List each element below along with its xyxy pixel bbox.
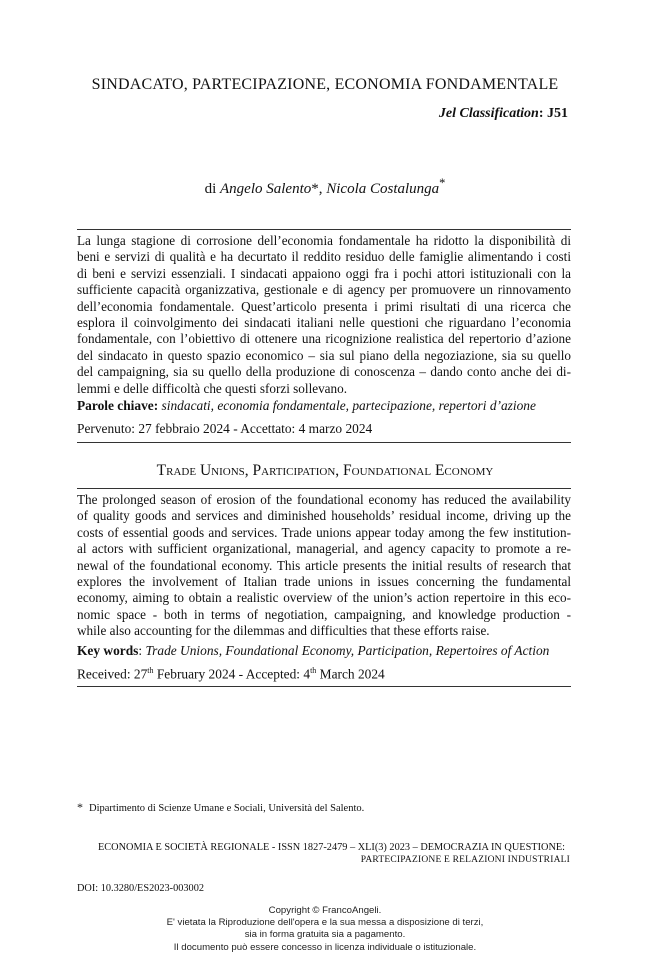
abstract-line: newal of the foundational economy. This article presents the initial results of research that bbox=[77, 557, 571, 573]
article-title-italian: SINDACATO, PARTECIPAZIONE, ECONOMIA FONDAMENTALE bbox=[91, 76, 559, 93]
title-word: rade bbox=[166, 462, 200, 479]
journal-issue-title: PARTECIPAZIONE E RELAZIONI INDUSTRIALI bbox=[360, 855, 570, 865]
abstract-line: while also accounting for the dilemmas and difficulties that these efforts raise. bbox=[77, 623, 490, 639]
keywords-label: Parole chiave: bbox=[77, 398, 159, 413]
abstract-line: nomic space - both in terms of negotiation, campaigning, and knowledge production - bbox=[77, 606, 571, 622]
copyright-notice bbox=[0, 905, 650, 954]
author-separator: , bbox=[318, 181, 327, 197]
dates-italian: Pervenuto: 27 febbraio 2024 - Accettato: 4 marzo 2024 bbox=[77, 421, 373, 436]
copyright-line: E' vietata la Riproduzione dell'opera e la sua messa a disposizione di terzi, bbox=[166, 917, 484, 929]
abstract-en-bottom-rule bbox=[77, 686, 571, 687]
abstract-line: esplora il coinvolgimento dei sindacati italiani nelle questioni che riguardano l’economia bbox=[77, 315, 571, 331]
title-initial: T bbox=[156, 462, 167, 479]
abstract-line: of quality goods and services and diminished households’ residual income, driving up the bbox=[77, 508, 571, 524]
abstract-en-top-rule bbox=[77, 488, 571, 489]
affiliation-mark: * bbox=[439, 176, 446, 190]
abstract-line: beni e servizi di qualità e ha decurtato il reddito residuo delle famiglie alimentando i costi bbox=[77, 249, 571, 265]
jel-code: J51 bbox=[547, 106, 568, 121]
copyright-line: Copyright © FrancoAngeli. bbox=[268, 905, 382, 916]
journal-line: ECONOMIA E SOCIETÀ REGIONALE - ISSN 1827-2479 – XLI(3) 2023 – DEMOCRAZIA IN QUESTIONE: bbox=[98, 842, 566, 853]
keywords-english bbox=[77, 643, 571, 659]
abstract-line: fondamentale, con l’obiettivo di ottenere una ricognizione realistica del repertorio d’azione bbox=[77, 331, 571, 347]
article-title-english bbox=[0, 462, 650, 480]
abstract-line: economy, aiming to obtain a realistic overview of the union’s action repertoire in this eco- bbox=[77, 590, 571, 606]
title-initial: E bbox=[434, 462, 445, 479]
abstract-top-rule bbox=[77, 229, 571, 230]
abstract-line: di beni e servizi essenziali. I sindacati appaiono oggi fra i pochi attori istituzionali con la bbox=[77, 265, 571, 281]
keywords-separator: : bbox=[138, 643, 146, 658]
received-date: Received: 27 bbox=[77, 666, 148, 682]
byline-prefix: di bbox=[204, 181, 220, 197]
title-initial: U bbox=[199, 462, 212, 479]
title-initial: F bbox=[343, 462, 352, 479]
abstract-line: del sindacato in questo spazio economico – sia sul piano della negoziazione, sia su quello bbox=[77, 347, 571, 363]
title-word: articipation, bbox=[261, 462, 344, 479]
jel-classification bbox=[439, 106, 568, 122]
jel-label: Jel Classification bbox=[438, 106, 539, 121]
doi: DOI: 10.3280/ES2023-003002 bbox=[77, 883, 204, 894]
author-byline bbox=[0, 176, 650, 198]
author-name: Angelo Salento bbox=[220, 181, 312, 197]
keywords-label: Key words bbox=[77, 643, 139, 658]
title-word: nions, bbox=[211, 462, 253, 479]
jel-separator: : bbox=[538, 106, 547, 121]
dates-english bbox=[77, 666, 385, 682]
author-name: Nicola Costalunga bbox=[326, 181, 440, 197]
abstract-line: La lunga stagione di corrosione dell’economia fondamentale ha ridotto la disponibilità di bbox=[77, 233, 571, 248]
title-initial: P bbox=[252, 462, 262, 479]
keywords-italian bbox=[77, 398, 571, 414]
footnote-text: Dipartimento di Scienze Umane e Sociali, Università del Salento. bbox=[89, 803, 365, 814]
ordinal-suffix: th bbox=[147, 666, 154, 675]
abstract-line: dell’economia fondamentale. Quest’articolo presenta i primi risultati di una ricerca che bbox=[77, 298, 571, 314]
abstract-line: The prolonged season of erosion of the foundational economy has reduced the availability bbox=[77, 492, 571, 507]
ordinal-suffix: th bbox=[310, 666, 317, 675]
keywords-list: Trade Unions, Foundational Economy, Participation, Repertoires of Action bbox=[145, 643, 550, 658]
abstract-line: lemmi e delle difficoltà che questi sforzi sollevano. bbox=[77, 380, 348, 396]
accepted-month: March 2024 bbox=[316, 666, 385, 682]
journal-citation bbox=[98, 841, 570, 867]
abstract-line: explores the involvement of Italian trade unions in issues concerning the fundamental bbox=[77, 574, 571, 590]
affiliation-mark: * bbox=[311, 181, 319, 197]
abstract-line: del campaigning, sia su quello della produzione di conoscenza – dando conto anche dei di- bbox=[77, 364, 571, 380]
copyright-line: sia in forma gratuita sia a pagamento. bbox=[244, 929, 406, 941]
abstract-bottom-rule bbox=[77, 442, 571, 443]
abstract-line: costs of essential goods and services. Trade unions appear today among the few institution- bbox=[77, 524, 571, 540]
title-word: oundational bbox=[351, 462, 435, 479]
keywords-list: sindacati, economia fondamentale, partecipazione, repertori d’azione bbox=[161, 398, 536, 413]
abstract-english bbox=[77, 492, 571, 640]
copyright-line: Il documento può essere concesso in licenza individuale o istituzionale. bbox=[173, 941, 477, 953]
affiliation-footnote bbox=[77, 800, 364, 815]
abstract-italian bbox=[77, 233, 571, 397]
title-word: conomy bbox=[444, 462, 494, 479]
abstract-line: al actors with sufficient organizational, managerial, and agency capacity to promote a re- bbox=[77, 541, 571, 557]
abstract-line: sufficiente capacità organizzativa, gestionale e di agency per promuovere un rinnovamento bbox=[77, 282, 571, 298]
accepted-date: February 2024 - Accepted: 4 bbox=[153, 666, 311, 682]
footnote-mark: * bbox=[77, 800, 83, 814]
